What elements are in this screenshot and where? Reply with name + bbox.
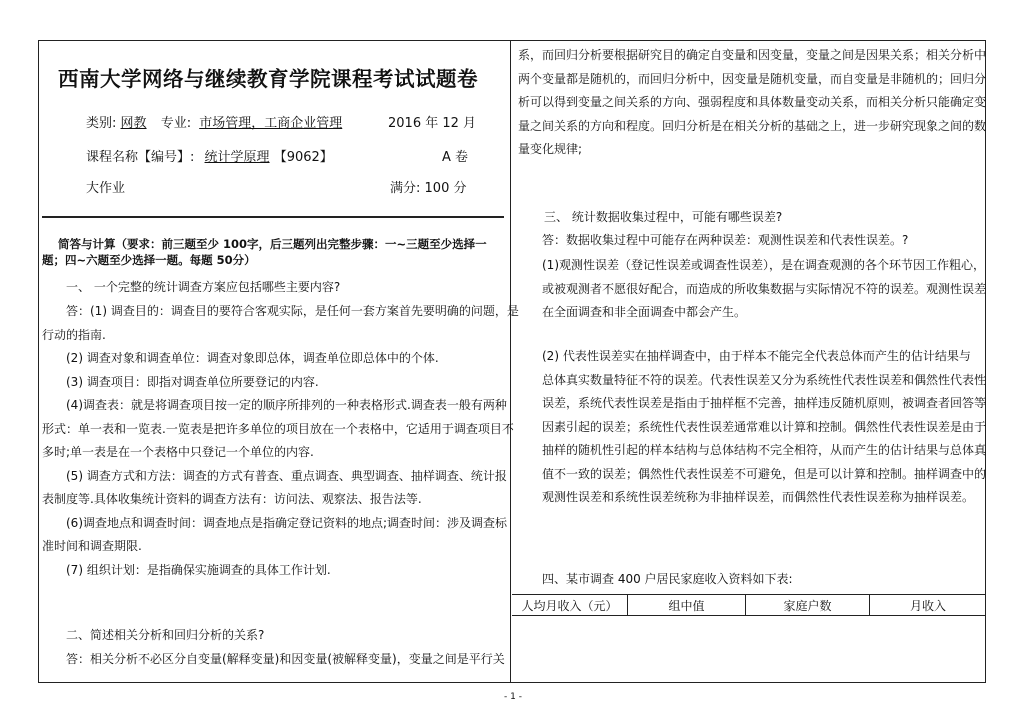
assignment-type: 大作业: [86, 181, 126, 196]
answer-3-line: 因素引起的误差；系统性代表性误差通常难以计算和控制。偶然性代表性误差是由于: [542, 419, 987, 434]
answer-1-line: (6)调查地点和调查时间：调查地点是指确定登记资料的地点;调查时间：涉及调查标: [66, 515, 508, 530]
major-value: 市场管理，工商企业管理: [199, 116, 343, 131]
answer-2-line: 析可以得到变量之间关系的方向、强弱程度和具体数量变动关系，而相关分析只能确定变: [518, 95, 987, 109]
course-line: [86, 146, 333, 165]
instructions-line-2: 题；四~六题至少选择一题。每题 50分）: [42, 253, 256, 267]
category-value: 网教: [120, 116, 147, 131]
header-rule: [42, 216, 504, 218]
answer-2-continued: [518, 44, 986, 162]
answer-1-line: (7) 组织计划：是指确保实施调查的具体工作计划.: [66, 562, 331, 577]
paper-version: A 卷: [442, 150, 469, 165]
course-label: 课程名称【编号】:: [86, 150, 195, 165]
exam-date: 2016 年 12 月: [388, 116, 477, 131]
category-label: 类别:: [86, 116, 117, 131]
answer-1-line: (4)调查表：就是将调查项目按一定的顺序所排列的一种表格形式.调查表一般有两种: [66, 398, 507, 412]
question-2: 二、简述相关分析和回归分析的关系?: [66, 628, 265, 642]
table-header-cell: 家庭户数: [746, 595, 870, 615]
exam-title: 西南大学网络与继续教育学院课程考试试题卷: [58, 67, 478, 91]
table-header-cell: 月收入: [909, 598, 946, 613]
answer-1-line: 准时间和调查期限.: [42, 539, 142, 553]
page-number: - 1 -: [504, 692, 522, 702]
answer-3-line: 在全面调查和非全面调查中都会产生。: [542, 305, 747, 319]
answer-1-line: 行动的指南.: [42, 327, 106, 342]
score-value: 100 分: [424, 181, 467, 196]
table-header-row: [512, 594, 986, 616]
answer-3-line: (1)观测性误差（登记性误差或调查性误差），是在调查观测的各个环节因工作粗心，: [542, 258, 986, 272]
table-header-cell: 人均月收入（元）: [512, 595, 628, 615]
answer-3-line: 值不一致的误差；偶然性代表性误差不可避免，但是可以计算和控制。抽样调查中的: [542, 466, 987, 481]
answer-3-intro: 答：数据收集过程中可能存在两种误差：观测性误差和代表性误差。?: [542, 233, 909, 247]
instructions: [42, 236, 487, 268]
answer-1-line: 表制度等.具体收集统计资料的调查方法有：访问法、观察法、报告法等.: [42, 492, 422, 506]
answer-2-line: 量变化规律;: [518, 142, 583, 156]
answer-1: [42, 300, 519, 582]
question-1: 一、 一个完整的统计调查方案应包括哪些主要内容?: [66, 280, 341, 294]
answer-2-line: 两个变量都是随机的，而回归分析中，因变量是随机变量，而自变量是非随机的；回归分: [518, 71, 987, 86]
answer-1-line: 形式：单一表和一览表.一览表是把许多单位的项目放在一个表格中，它适用于调查项目不: [42, 421, 514, 436]
answer-3-line: 观测性误差和系统性误差统称为非抽样误差，而偶然性代表性误差称为抽样误差。: [542, 490, 975, 504]
instructions-line-1: 简答与计算（要求：前三题至少 100字，后三题列出完整步骤：一~三题至少选择一: [58, 237, 487, 251]
answer-3-line: 抽样的随机性引起的样本结构与总体结构不完全相符，从而产生的估计结果与总体真: [542, 443, 987, 457]
answer-2-line: 量之间关系的方向和程度。回归分析是在相关分析的基础之上，进一步研究现象之间的数: [518, 118, 987, 133]
table-header-cell: 组中值: [628, 595, 746, 615]
answer-1-line: (3) 调查项目：即指对调查单位所要登记的内容.: [66, 374, 319, 389]
course-value: 统计学原理: [204, 150, 270, 165]
answer-1-line: 多时;单一表是在一个表格中只登记一个单位的内容.: [42, 445, 314, 459]
major-label: 专业:: [160, 116, 192, 131]
question-3: 三、 统计数据收集过程中，可能有哪些误差?: [544, 210, 783, 224]
answer-3-line: (2) 代表性误差实在抽样调查中，由于样本不能完全代表总体而产生的估计结果与: [542, 349, 971, 363]
answer-3-part-2: [542, 345, 986, 510]
answer-2-start: 答：相关分析不必区分自变量(解释变量)和因变量(被解释变量)，变量之间是平行关: [66, 652, 505, 666]
answer-1-line: (5) 调查方式和方法：调查的方式有普查、重点调查、典型调查、抽样调查、统计报: [66, 468, 507, 483]
answer-3-line: 总体真实数量特征不符的误差。代表性误差又分为系统性代表性误差和偶然性代表性: [542, 372, 987, 387]
answer-2-line: 系，而回归分析要根据研究目的确定自变量和因变量，变量之间是因果关系；相关分析中: [518, 48, 987, 62]
question-4: 四、某市调查 400 户居民家庭收入资料如下表:: [542, 572, 793, 586]
answer-3-part-1: [542, 254, 986, 325]
answer-1-line: 答：(1) 调查目的：调查目的要符合客观实际，是任何一套方案首先要明确的问题，是: [66, 304, 519, 318]
answer-3-line: 误差，系统代表性误差是指由于抽样框不完善，抽样违反随机原则，被调查者回答等: [542, 396, 987, 410]
category-line: [86, 112, 342, 131]
answer-3-line: 或被观测者不愿很好配合，而造成的所收集数据与实际情况不符的误差。观测性误差: [542, 281, 987, 296]
course-code: 【9062】: [273, 150, 333, 165]
answer-1-line: (2) 调查对象和调查单位：调查对象即总体，调查单位即总体中的个体.: [66, 351, 439, 365]
score-label: 满分:: [390, 181, 421, 196]
full-score: [390, 177, 466, 196]
